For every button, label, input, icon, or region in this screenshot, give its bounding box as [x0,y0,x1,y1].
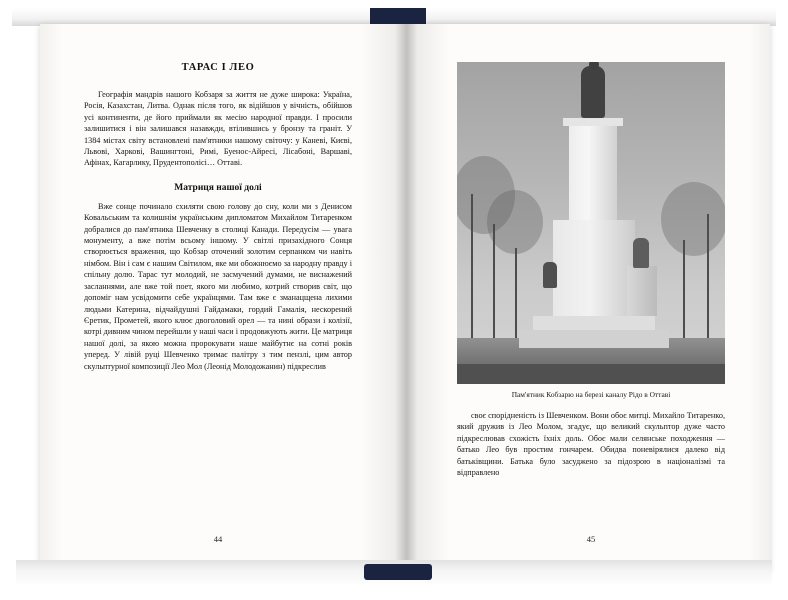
chapter-title: ТАРАС І ЛЕО [181,62,255,73]
paragraph: своє спорідненість із Шевченком. Вони обоє митці. Михайло Титаренко, який дружив із Лео Молом, згадує, що великий скульптор дуже часто підкреслював схожість їхніх доль. Обоє мали селянське походження — батько Лео був простим гончарем. Обидва поневірялися далеко від батьківщини. Батька було засуджено за підозрою в націоналізмі та відправлено [457,411,725,478]
page-number-right: 45 [586,534,596,544]
page-number-left: 44 [213,534,223,544]
page-right [405,24,770,570]
photo-foreground-grass [457,364,725,384]
section-subtitle: Матриця нашої долі [174,182,262,193]
monument-cornice [563,118,623,126]
monument-pedestal [553,220,635,316]
monument-shaft [569,124,617,220]
relief-figure-right [633,238,649,268]
bare-tree [515,248,517,344]
monument-step [533,316,655,330]
bare-tree [493,224,495,344]
bare-tree [707,214,709,344]
figure-caption: Пам'ятник Кобзарю на березі каналу Рідо в Оттаві [511,390,671,399]
page-left [40,24,405,570]
book-pages [40,24,770,570]
figure-monument [457,62,725,400]
bare-tree [683,240,685,344]
shevchenko-statue [581,66,605,118]
paragraph: Географія мандрів нашого Кобзаря за життя не дуже широка: Україна, Росія, Казахстан, Литва. Однак після того, як відійшов у вічність, обійшов усі континенти, де його приймали як месію народної правди. І просили залишитися і він залишався назавжди, втілившись у бронзу та граніт. У 1384 містах світу встановлені пам'ятники нашому світочу: у Каневі, Києві, Львові, Харкові, Вашингтоні, Римі, Буенос-Айресі, Лісабоні, Варшаві, Афінах, Кагарлику, Прудентополісі… Оттаві. [84,90,352,168]
book-spine-tail [364,564,432,580]
page-left-content [84,62,352,532]
tree-canopy [661,182,725,256]
monument-base [519,330,669,348]
page-right-content [457,62,725,532]
tree-canopy [487,190,543,254]
monument-photo [457,62,725,384]
bare-tree [471,194,473,344]
monument-side-plinth [627,266,657,316]
book [12,8,776,592]
paragraph: Вже сонце починало схиляти свою голову до сну, коли ми з Денисом Ковальським та колишнім українським дипломатом Михайлом Титаренком добралися до пам'ятника Шевченку в столиці Канади. Передусім — увага монументу, а вже потім всьому іншому. У світлі призахідного Сонця створюється враження, що Кобзар оточений золотим серпанком чи навіть німбом. Він і сам є нашим Світилом, яке ми обожнюємо за народну правду і спільну долю. Тарас тут молодий, не засмучений думами, не виснажений засланнями, але вже той поет, якого ми любимо, котрий створив світ, що допоміг нам усвідомити себе українцями. Там вже є зманацщена лихими людьми Катерина, відчайдушні Гайдамаки, гордий Гамалія, нескорений Єретик, Прометей, якого клює двоголовий орел — та нині образи і колізії, котрі дивним чином перейшли у наші часи і продовжують жити. Це матриця нашої долі, за якою можна пророкувати наше майбутнє на сотні років уперед. У лівій руці Шевченко тримає палітру з тим пензлі, цим автор скульптурної композиції Лео Мол (Леонід Молодожанин) підкреслив [84,201,352,371]
relief-figure-left [543,262,557,288]
